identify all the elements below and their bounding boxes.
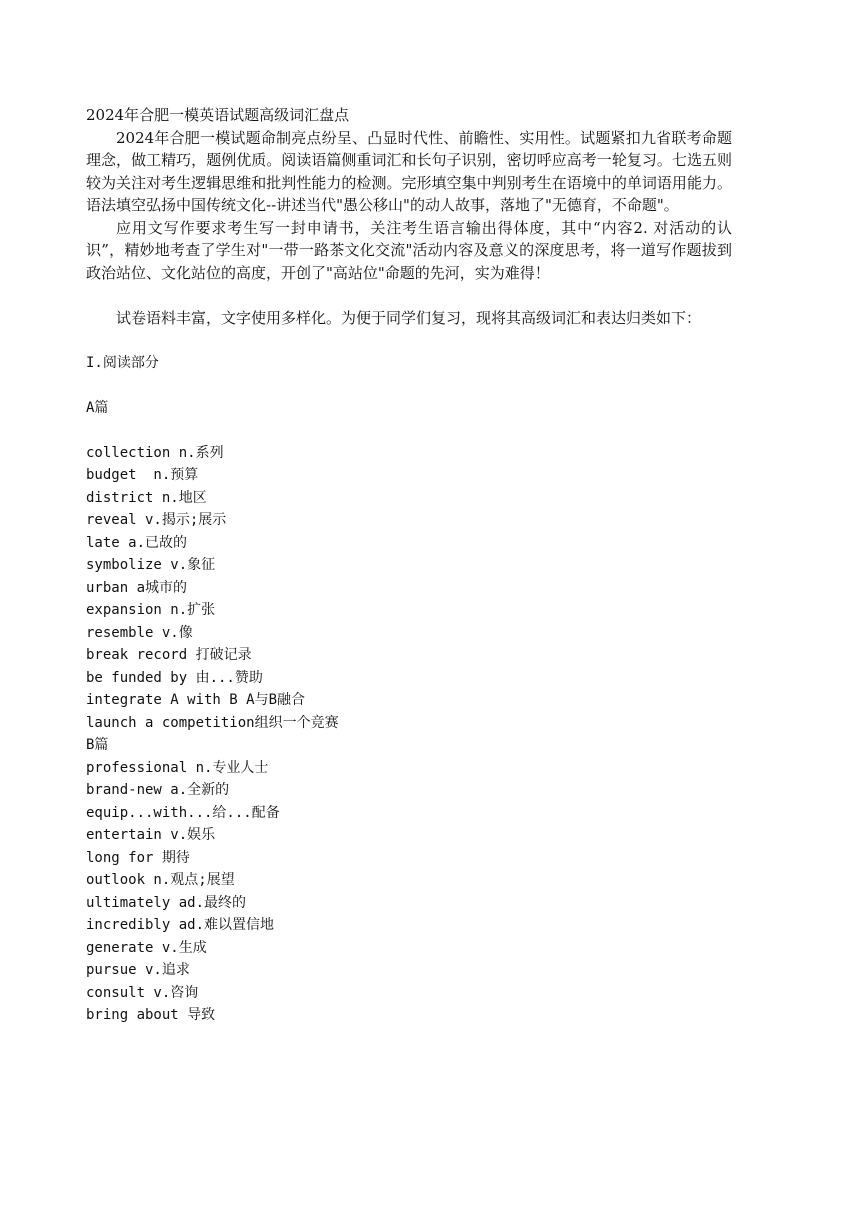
- vocab-item: incredibly ad.难以置信地: [86, 917, 275, 933]
- document-page: [86, 104, 732, 1027]
- part-a-vocab-list: [86, 442, 732, 735]
- vocab-item: district n.地区: [86, 489, 207, 506]
- part-b-title: B篇: [86, 737, 109, 753]
- vocab-item: brand-new a.全新的: [86, 782, 230, 798]
- vocab-item: break record 打破记录: [86, 647, 252, 663]
- intro-paragraph-2: 应用文写作要求考生写一封申请书，关注考生语言输出得体度，其中“内容2. 对活动的认识”，精妙地考查了学生对"一带一路茶文化交流"活动内容及意义的深度思考，将一道写作题拔到政治站位、文化站位的高度，开创了"高站位"命题的先河，实为难得！: [86, 218, 732, 282]
- spacer: [86, 284, 732, 307]
- vocab-item: equip...with...给...配备: [86, 804, 280, 821]
- vocab-item: be funded by 由...赞助: [86, 669, 263, 686]
- part-b-vocab-list: [86, 757, 732, 1027]
- part-a-title: A篇: [86, 399, 109, 416]
- intro-paragraph-3: 试卷语料丰富，文字使用多样化。为便于同学们复习，现将其高级词汇和表达归类如下：: [116, 308, 702, 327]
- vocab-item: launch a competition组织一个竞赛: [86, 714, 339, 731]
- vocab-item: long for 期待: [86, 849, 190, 866]
- vocab-item: ultimately ad.最终的: [86, 894, 247, 911]
- vocab-item: integrate A with B A与B融合: [86, 692, 306, 708]
- document-title: 2024年合肥一模英语试题高级词汇盘点: [86, 106, 350, 124]
- vocab-item: budget n.预算: [86, 467, 199, 483]
- vocab-item: professional n.专业人士: [86, 759, 269, 776]
- vocab-item: resemble v.像: [86, 624, 193, 641]
- vocab-item: late a.已故的: [86, 534, 188, 551]
- vocab-item: outlook n.观点;展望: [86, 872, 235, 888]
- vocab-item: pursue v.追求: [86, 962, 190, 978]
- vocab-item: urban a城市的: [86, 579, 188, 596]
- intro-paragraph-1: 2024年合肥一模试题命制亮点纷呈、凸显时代性、前瞻性、实用性。试题紧扣九省联考命题理念，做工精巧，题例优质。阅读语篇侧重词汇和长句子识别，密切呼应高考一轮复习。七选五则较为关注对考生逻辑思维和批判性能力的检测。完形填空集中判别考生在语境中的单词语用能力。语法填空弘扬中国传统文化--讲述当代"愚公移山"的动人故事，落地了"无德育，不命题"。: [86, 128, 732, 214]
- vocab-item: bring about 导致: [86, 1007, 216, 1023]
- spacer: [86, 329, 732, 352]
- vocab-item: entertain v.娱乐: [86, 827, 216, 843]
- vocab-item: expansion n.扩张: [86, 602, 216, 618]
- vocab-item: symbolize v.象征: [86, 557, 216, 573]
- vocab-item: generate v.生成: [86, 939, 207, 956]
- section-title: I.阅读部分: [86, 354, 159, 371]
- vocab-item: collection n.系列: [86, 444, 224, 461]
- vocab-item: reveal v.揭示;展示: [86, 512, 227, 528]
- vocab-item: consult v.咨询: [86, 984, 199, 1001]
- spacer: [86, 419, 732, 442]
- spacer: [86, 374, 732, 397]
